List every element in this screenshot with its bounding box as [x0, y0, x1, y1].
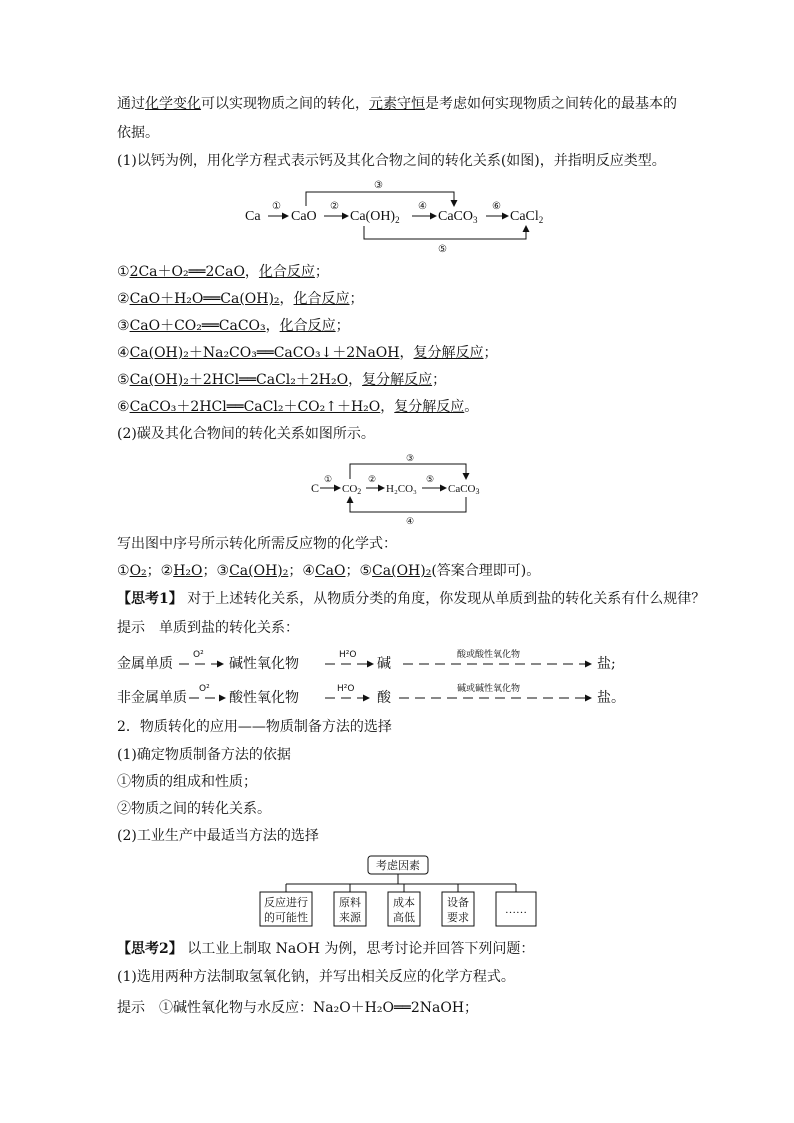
think-2: 【思考2】 以工业上制取 NaOH 为例，思考讨论并回答下列问题： [117, 941, 535, 957]
label-3: ③ [374, 180, 383, 191]
caco3-node-c: CaCO3 [448, 483, 480, 496]
carbon-conversion-diagram [306, 450, 496, 528]
section-2-1: (1)确定物质制备方法的依据 [117, 747, 291, 763]
intro-line-1: 通过化学变化可以实现物质之间的转化，元素守恒是考虑如何实现物质之间转化的最基本的 [117, 96, 677, 112]
section-2-1-b: ②物质之间的转化关系。 [117, 801, 271, 817]
caco3-node: CaCO$_3$ [438, 209, 478, 225]
c-label-4: ④ [406, 516, 415, 526]
c-node: C [311, 481, 320, 495]
svg-text:来源: 来源 [339, 912, 361, 924]
hint-2: 提示 ①碱性氧化物与水反应：Na₂O＋H₂O══2NaOH； [117, 1000, 479, 1016]
question-1: (1)以钙为例，用化学方程式表示钙及其化合物之间的转化关系(如图)，并指明反应类型。 [117, 153, 666, 169]
cao-node: CaO [291, 209, 317, 224]
question-2: (2)碳及其化合物间的转化关系如图所示。 [117, 426, 375, 442]
chain-metal: 金属单质 O² H²O 酸或酸性氧化物 碱性氧化物 碱 盐; [117, 650, 616, 672]
write-instruction: 写出图中序号所示转化所需反应物的化学式： [117, 536, 397, 552]
svg-text:O²: O² [193, 650, 204, 660]
cacl2-node: CaCl$_2$ [510, 209, 544, 225]
svg-text:高低: 高低 [393, 912, 415, 924]
section-2-1-a: ①物质的组成和性质； [117, 774, 257, 790]
label-6: ⑥ [492, 201, 501, 212]
label-5: ⑤ [438, 244, 447, 254]
svg-text:……: …… [505, 904, 527, 916]
c-label-2: ② [368, 474, 377, 484]
svg-text:反应进行: 反应进行 [264, 897, 308, 909]
c-label-3: ③ [406, 453, 415, 463]
intro-line-2: 依据。 [117, 125, 159, 141]
section-2-2: (2)工业生产中最适当方法的选择 [117, 828, 319, 844]
section-2-title: 2．物质转化的应用——物质制备方法的选择 [117, 719, 392, 735]
label-1: ① [272, 201, 281, 212]
ca-node: Ca [245, 209, 261, 224]
c-label-1: ① [324, 474, 333, 484]
answers-line: ①O₂；②H₂O；③Ca(OH)₂；④CaO；⑤Ca(OH)₂(答案合理即可)。 [117, 563, 541, 579]
key-term-chemical-change: 化学变化 [145, 96, 201, 112]
svg-text:H²O: H²O [339, 650, 357, 660]
think-2-tag: 【思考2】 [117, 941, 183, 957]
c-label-5: ⑤ [426, 474, 435, 484]
svg-text:考虑因素: 考虑因素 [376, 860, 420, 872]
svg-text:要求: 要求 [447, 912, 469, 924]
equation-4: ④Ca(OH)₂＋Na₂CO₃══CaCO₃↓＋2NaOH，复分解反应； [117, 345, 498, 361]
svg-text:O²: O² [199, 684, 210, 694]
equation-6: ⑥CaCO₃＋2HCl══CaCl₂＋CO₂↑＋H₂O，复分解反应。 [117, 399, 479, 415]
svg-text:的可能性: 的可能性 [264, 912, 308, 924]
think-1-tag: 【思考1】 [117, 591, 183, 607]
caoh2-node: $Ca(OH)_2$ [350, 209, 400, 225]
c-arrow-4 [350, 497, 466, 512]
label-4: ④ [418, 201, 427, 212]
think-2-question-1: (1)选用两种方法制取氢氧化钠，并写出相关反应的化学方程式。 [117, 969, 515, 985]
svg-text:原料: 原料 [339, 897, 361, 909]
arrow-3 [306, 192, 454, 206]
calcium-conversion-diagram [240, 176, 560, 254]
hint-1: 提示 单质到盐的转化关系： [117, 620, 299, 636]
think-1: 【思考1】 对于上述转化关系，从物质分类的角度，你发现从单质到盐的转化关系有什么规律？ [117, 591, 706, 607]
factors-tree-diagram [250, 850, 540, 930]
equation-3: ③CaO＋CO₂══CaCO₃，化合反应； [117, 318, 350, 334]
svg-text:成本: 成本 [393, 897, 415, 909]
chain-nonmetal: 非金属单质 O² H²O 碱或碱性氧化物 酸性氧化物 酸 盐。 [117, 684, 625, 706]
equation-1: ①2Ca＋O₂══2CaO，化合反应； [117, 264, 329, 280]
svg-text:H²O: H²O [337, 684, 355, 694]
label-2: ② [330, 201, 339, 212]
svg-text:设备: 设备 [447, 897, 469, 909]
h2co3-node: H₂CO₃ [386, 483, 417, 495]
equation-2: ②CaO＋H₂O══Ca(OH)₂，化合反应； [117, 291, 364, 307]
co2-node: CO2 [342, 483, 362, 496]
key-term-element-conservation: 元素守恒 [369, 96, 425, 112]
equation-5: ⑤Ca(OH)₂＋2HCl══CaCl₂＋2H₂O，复分解反应； [117, 372, 447, 388]
arrow-5 [364, 226, 526, 239]
svg-text:酸或酸性氧化物: 酸或酸性氧化物 [457, 650, 521, 660]
svg-text:碱或碱性氧化物: 碱或碱性氧化物 [457, 684, 521, 694]
